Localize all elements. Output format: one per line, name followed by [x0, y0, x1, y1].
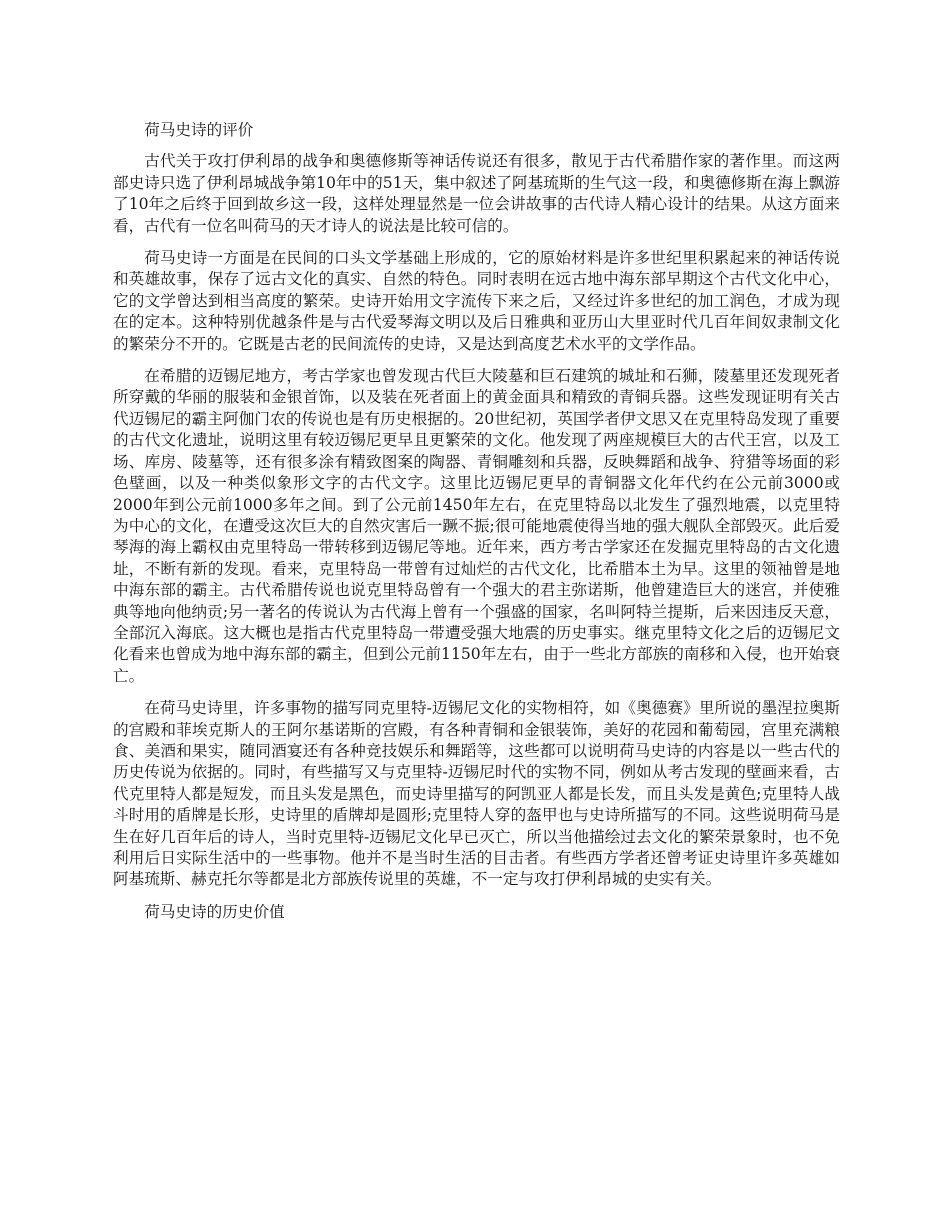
- paragraph-4: 在荷马史诗里，许多事物的描写同克里特-迈锡尼文化的实物相符，如《奥德赛》里所说的墨涅拉奥斯的宫殿和菲埃克斯人的王阿尔基诺斯的宫殿，有各种青铜和金银装饰，美好的花园和葡萄园，宫里充满粮食、美酒和果实，随同酒宴还有各种竞技娱乐和舞蹈等，这些都可以说明荷马史诗的内容是以一些古代的历史传说为依据的。同时，有些描写又与克里特-迈锡尼时代的实物不同，例如从考古发现的壁画来看，古代克里特人都是短发，而且头发是黑色，而史诗里描写的阿凯亚人都是长发，而且头发是黄色;克里特人战斗时用的盾牌是长形，史诗里的盾牌却是圆形;克里特人穿的盔甲也与史诗所描写的不同。这些说明荷马是生在好几百年后的诗人，当时克里特-迈锡尼文化早已灭亡，所以当他描绘过去文化的繁荣景象时，也不免利用后日实际生活中的一些事物。他并不是当时生活的目击者。有些西方学者还曾考证史诗里许多英雄如阿基琉斯、赫克托尔等都是北方部族传说里的英雄，不一定与攻打伊利昂城的史实有关。: [113, 699, 840, 889]
- section-heading-evaluation: 荷马史诗的评价: [144, 121, 254, 139]
- document-page: [113, 120, 840, 933]
- paragraph-1: 古代关于攻打伊利昂的战争和奥德修斯等神话传说还有很多，散见于古代希腊作家的著作里。而这两部史诗只选了伊利昂城战争第10年中的51天，集中叙述了阿基琉斯的生气这一段，和奥德修斯在海上飘游了10年之后终于回到故乡这一段，这样处理显然是一位会讲故事的古代诗人精心设计的结果。从这方面来看，古代有一位名叫荷马的天才诗人的说法是比较可信的。: [113, 152, 840, 235]
- section-heading-historical-value: 荷马史诗的历史价值: [144, 902, 285, 921]
- paragraph-2: 荷马史诗一方面是在民间的口头文学基础上形成的，它的原始材料是许多世纪里积累起来的神话传说和英雄故事，保存了远古文化的真实、自然的特色。同时表明在远古地中海东部早期这个古代文化中心，它的文学曾达到相当高度的繁荣。史诗开始用文字流传下来之后，又经过许多世纪的加工润色，才成为现在的定本。这种特别优越条件是与古代爱琴海文明以及后日雅典和亚历山大里亚时代几百年间奴隶制文化的繁荣分不开的。它既是古老的民间流传的史诗，又是达到高度艺术水平的文学作品。: [113, 249, 840, 353]
- paragraph-3: 在希腊的迈锡尼地方，考古学家也曾发现古代巨大陵墓和巨石建筑的城址和石狮，陵墓里还发现死者所穿戴的华丽的服装和金银首饰，以及装在死者面上的黄金面具和精致的青铜兵器。这些发现证明有关古代迈锡尼的霸主阿伽门农的传说也是有历史根据的。20世纪初，英国学者伊文思又在克里特岛发现了重要的古代文化遗址，说明这里有较迈锡尼更早且更繁荣的文化。他发现了两座规模巨大的古代王宫，以及工场、库房、陵墓等，还有很多涂有精致图案的陶器、青铜雕刻和兵器，反映舞蹈和战争、狩猎等场面的彩色壁画，以及一种类似象形文字的古代文字。这里比迈锡尼更早的青铜器文化年代约在公元前3000或2000年到公元前1000多年之间。到了公元前1450年左右，在克里特岛以北发生了强烈地震，以克里特为中心的文化，在遭受这次巨大的自然灾害后一蹶不振;很可能地震使得当地的强大舰队全部毁灭。此后爱琴海的海上霸权由克里特岛一带转移到迈锡尼等地。近年来，西方考古学家还在发掘克里特岛的古文化遗址，不断有新的发现。看来，克里特岛一带曾有过灿烂的古代文化，比希腊本土为早。这里的领袖曾是地中海东部的霸主。古代希腊传说也说克里特岛曾有一个强大的君主弥诺斯，他曾建造巨大的迷宫，并使雅典等地向他纳贡;另一著名的传说认为古代海上曾有一个强盛的国家，名叫阿特兰提斯，后来因违反天意，全部沉入海底。这大概也是指古代克里特岛一带遭受强大地震的历史事实。继克里特文化之后的迈锡尼文化看来也曾成为地中海东部的霸主，但到公元前1150年左右，由于一些北方部族的南移和入侵，也开始衰亡。: [113, 367, 840, 685]
